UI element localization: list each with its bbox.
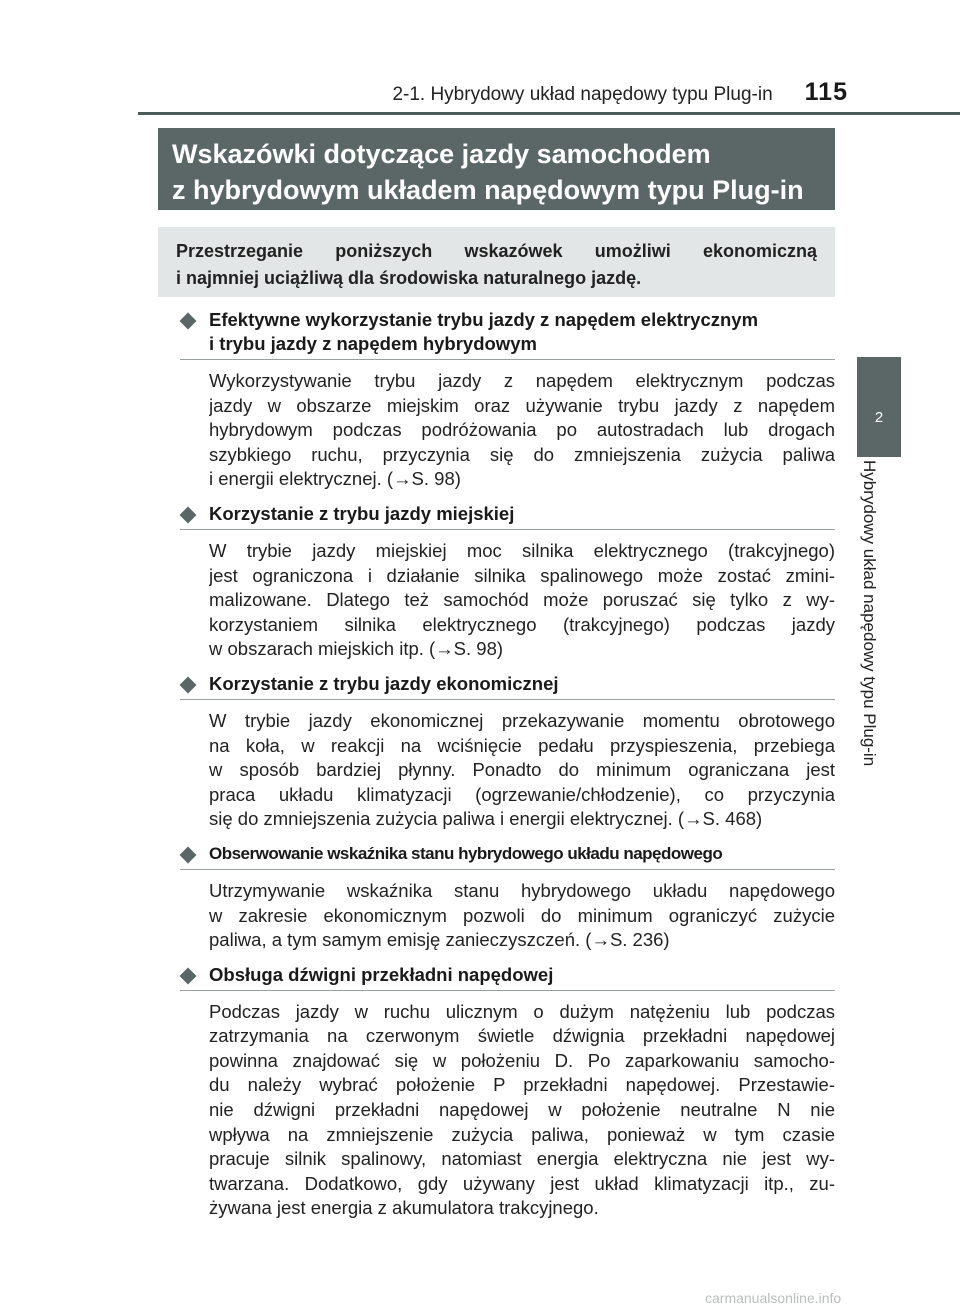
body-line: i energii elektrycznej. (→S. 98)	[209, 468, 461, 490]
body-line: praca układu klimatyzacji (ogrzewanie/chłodzenie), co przyczynia	[209, 783, 835, 805]
body-line: jest ograniczona i działanie silnika spalinowego może zostać zmini-	[209, 564, 835, 586]
page-title	[158, 128, 835, 210]
heading-line: Obsługa dźwigni przekładni napędowej	[209, 963, 554, 985]
intro-box	[158, 227, 835, 297]
intro-line: i najmniej uciążliwą dla środowiska naturalnego jazdę.	[176, 268, 642, 288]
chapter-number: 2	[874, 409, 884, 426]
body-line: w obszarach miejskich itp. (→S. 98)	[209, 638, 504, 660]
body-line: żywana jest energia z akumulatora trakcyjnego.	[209, 1197, 599, 1219]
intro-line: Przestrzeganie poniższych wskazówek umożliwi ekonomiczną	[176, 241, 817, 261]
diamond-bullet-icon	[180, 967, 197, 984]
item-body	[180, 539, 835, 662]
body-line: pracuje silnik spalinowy, natomiast energia elektryczna nie jest wy-	[209, 1148, 835, 1170]
item-body	[180, 709, 835, 832]
heading-line: Obserwowanie wskaźnika stanu hybrydowego układu napędowego	[209, 843, 723, 863]
body-line: w zakresie ekonomicznym pozwoli do minimum ograniczyć zużycie	[209, 904, 835, 926]
heading-line: i trybu jazdy z napędem hybrydowym	[209, 333, 537, 354]
body-line: jazdy w obszarze miejskim oraz używanie trybu jazdy z napędem	[209, 394, 835, 416]
body-line: się do zmniejszenia zużycia paliwa i energii elektrycznej. (→S. 468)	[209, 808, 763, 830]
item-heading	[180, 502, 835, 530]
chapter-tab	[857, 357, 901, 457]
item-heading	[180, 672, 835, 700]
title-line: Wskazówki dotyczące jazdy samochodem	[172, 139, 711, 169]
body-line: zatrzymania na czerwonym świetle dźwignia przekładni napędowej	[209, 1025, 835, 1047]
item-heading	[180, 842, 835, 870]
body-line: paliwa, a tym samym emisję zanieczyszczeń. (→S. 236)	[209, 929, 670, 951]
body-line: hybrydowym podczas podróżowania po autostradach lub drogach	[209, 419, 835, 441]
body-line: Podczas jazdy w ruchu ulicznym o dużym natężeniu lub podczas	[209, 1000, 835, 1022]
item-body	[180, 369, 835, 492]
diamond-bullet-icon	[180, 313, 197, 330]
body-line: powinna znajdować się w położeniu D. Po zaparkowaniu samocho-	[209, 1049, 835, 1071]
diamond-bullet-icon	[180, 506, 197, 523]
body-line: szybkiego ruchu, przyczynia się do zmniejszenia zużycia paliwa	[209, 443, 835, 465]
item-heading	[180, 308, 835, 360]
heading-line: Efektywne wykorzystanie trybu jazdy z napędem elektrycznym	[209, 309, 759, 330]
page-number: 115	[804, 78, 848, 106]
heading-line: Korzystanie z trybu jazdy ekonomicznej	[209, 672, 559, 694]
content	[180, 308, 835, 1231]
diamond-bullet-icon	[180, 676, 197, 693]
item-heading	[180, 963, 835, 991]
title-line: z hybrydowym układem napędowym typu Plug-in	[172, 175, 804, 205]
body-line: wpływa na zmniejszenie zużycia paliwa, ponieważ w tym czasie	[209, 1123, 835, 1145]
body-line: twarzana. Dodatkowo, gdy używany jest układ klimatyzacji itp., zu-	[209, 1172, 835, 1194]
heading-line: Korzystanie z trybu jazdy miejskiej	[209, 502, 515, 524]
body-line: nie dźwigni przekładni napędowej w położenie neutralne N nie	[209, 1099, 835, 1121]
body-line: korzystaniem silnika elektrycznego (trakcyjnego) podczas jazdy	[209, 613, 835, 635]
body-line: Utrzymywanie wskaźnika stanu hybrydowego układu napędowego	[209, 879, 835, 901]
body-line: w sposób bardziej płynny. Ponadto do minimum ograniczana jest	[209, 759, 835, 781]
running-header	[0, 78, 848, 110]
section-reference: 2-1. Hybrydowy układ napędowy typu Plug-in	[392, 84, 773, 105]
watermark: carmanualsonline.info	[705, 1290, 842, 1306]
body-line: malizowane. Dlatego też samochód może poruszać się tylko z wy-	[209, 589, 835, 611]
item-body	[180, 879, 835, 953]
body-line: W trybie jazdy miejskiej moc silnika elektrycznego (trakcyjnego)	[209, 539, 835, 561]
chapter-title-vertical: Hybrydowy układ napędowy typu Plug-in	[860, 460, 879, 767]
body-line: Wykorzystywanie trybu jazdy z napędem elektrycznym podczas	[209, 370, 835, 391]
header-rule	[138, 112, 960, 115]
item-body	[180, 1000, 835, 1221]
body-line: na koła, w reakcji na wciśnięcie pedału przyspieszenia, przebiega	[209, 734, 835, 756]
body-line: du należy wybrać położenie P przekładni napędowej. Przestawie-	[209, 1074, 835, 1096]
body-line: W trybie jazdy ekonomicznej przekazywanie momentu obrotowego	[209, 709, 835, 731]
diamond-bullet-icon	[180, 846, 197, 863]
